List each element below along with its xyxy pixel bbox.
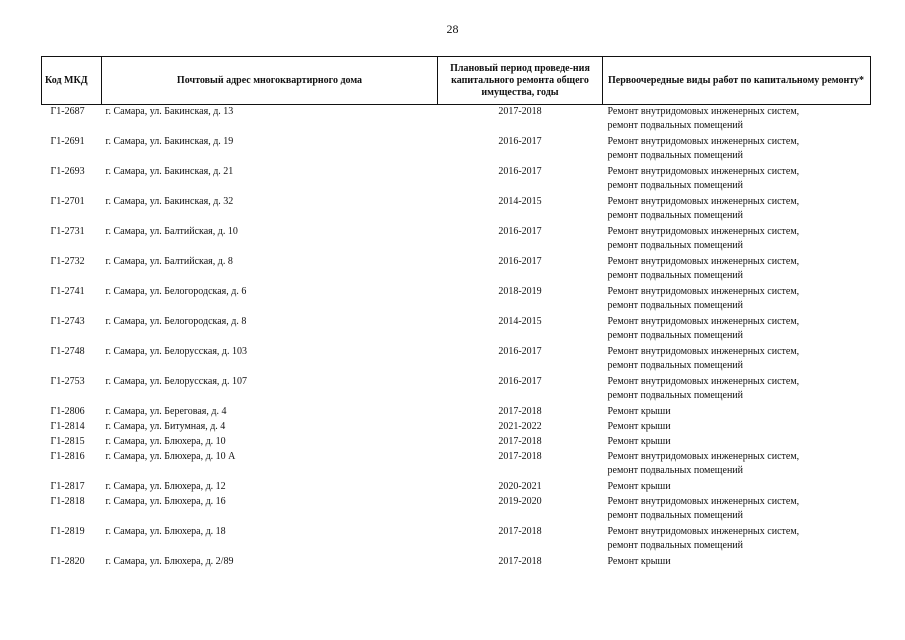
period-cell: 2017-2018 — [498, 556, 542, 567]
works-cell — [603, 435, 871, 450]
mkd-code-cell: Г1-2816 — [50, 451, 85, 462]
table-row — [42, 480, 871, 495]
works-cell — [603, 375, 871, 405]
works-cell — [603, 555, 871, 570]
works-cell — [603, 450, 871, 480]
works-line: Ремонт внутридомовых инженерных систем, — [607, 376, 800, 387]
table-row — [42, 345, 871, 375]
period-cell: 2020-2021 — [498, 481, 542, 492]
works-cell — [603, 315, 871, 345]
mkd-code-cell: Г1-2819 — [50, 526, 85, 537]
works-line: Ремонт внутридомовых инженерных систем, — [607, 451, 800, 462]
works-line: ремонт подвальных помещений — [607, 210, 743, 221]
table-row — [42, 285, 871, 315]
works-cell — [603, 495, 871, 525]
works-cell — [603, 135, 871, 165]
works-cell — [603, 255, 871, 285]
address-cell: г. Самара, ул. Бакинская, д. 19 — [105, 136, 234, 147]
works-line: ремонт подвальных помещений — [607, 330, 743, 341]
period-cell: 2019-2020 — [498, 496, 542, 507]
works-line: Ремонт внутридомовых инженерных систем, — [607, 496, 800, 507]
works-line: Ремонт крыши — [607, 406, 671, 417]
works-line: ремонт подвальных помещений — [607, 240, 743, 251]
period-cell: 2016-2017 — [498, 376, 542, 387]
address-cell: г. Самара, ул. Блюхера, д. 12 — [105, 481, 226, 492]
table-row — [42, 225, 871, 255]
works-line: ремонт подвальных помещений — [607, 540, 743, 551]
works-line: Ремонт внутридомовых инженерных систем, — [607, 226, 800, 237]
address-cell: г. Самара, ул. Бакинская, д. 13 — [105, 106, 234, 117]
address-cell: г. Самара, ул. Белорусская, д. 107 — [105, 376, 248, 387]
table-row — [42, 165, 871, 195]
period-cell: 2016-2017 — [498, 256, 542, 267]
address-cell: г. Самара, ул. Блюхера, д. 10 — [105, 436, 226, 447]
header-works: Первоочередные виды работ по капитальному ремонту* — [603, 57, 871, 105]
period-cell: 2016-2017 — [498, 136, 542, 147]
table-row — [42, 315, 871, 345]
works-cell — [603, 285, 871, 315]
works-line: Ремонт внутридомовых инженерных систем, — [607, 106, 800, 117]
mkd-code-cell: Г1-2817 — [50, 481, 85, 492]
address-cell: г. Самара, ул. Белогородская, д. 8 — [105, 316, 247, 327]
period-cell: 2014-2015 — [498, 316, 542, 327]
table-header — [42, 57, 871, 105]
header-address: Почтовый адрес многоквартирного дома — [102, 57, 438, 105]
works-line: ремонт подвальных помещений — [607, 390, 743, 401]
mkd-code-cell: Г1-2731 — [50, 226, 85, 237]
mkd-code-cell: Г1-2820 — [50, 556, 85, 567]
table-row — [42, 525, 871, 555]
period-cell: 2017-2018 — [498, 436, 542, 447]
works-cell — [603, 525, 871, 555]
table-body — [42, 105, 871, 571]
period-cell: 2016-2017 — [498, 346, 542, 357]
works-line: ремонт подвальных помещений — [607, 510, 743, 521]
works-line: ремонт подвальных помещений — [607, 180, 743, 191]
address-cell: г. Самара, ул. Береговая, д. 4 — [105, 406, 227, 417]
address-cell: г. Самара, ул. Битумная, д. 4 — [105, 421, 226, 432]
works-line: Ремонт внутридомовых инженерных систем, — [607, 346, 800, 357]
table-row — [42, 105, 871, 136]
works-line: Ремонт внутридомовых инженерных систем, — [607, 136, 800, 147]
period-cell: 2017-2018 — [498, 406, 542, 417]
period-cell: 2017-2018 — [498, 526, 542, 537]
address-cell: г. Самара, ул. Бакинская, д. 32 — [105, 196, 234, 207]
table-row — [42, 495, 871, 525]
works-cell — [603, 225, 871, 255]
works-line: ремонт подвальных помещений — [607, 300, 743, 311]
period-cell: 2018-2019 — [498, 286, 542, 297]
period-cell: 2016-2017 — [498, 166, 542, 177]
period-cell: 2017-2018 — [498, 106, 542, 117]
table-row — [42, 450, 871, 480]
table-row — [42, 255, 871, 285]
mkd-code-cell: Г1-2806 — [50, 406, 85, 417]
works-line: Ремонт крыши — [607, 436, 671, 447]
mkd-code-cell: Г1-2815 — [50, 436, 85, 447]
address-cell: г. Самара, ул. Блюхера, д. 10 А — [105, 451, 236, 462]
works-line: Ремонт крыши — [607, 421, 671, 432]
header-code: Код МКД — [42, 57, 102, 105]
mkd-code-cell: Г1-2743 — [50, 316, 85, 327]
works-line: ремонт подвальных помещений — [607, 360, 743, 371]
mkd-code-cell: Г1-2693 — [50, 166, 85, 177]
works-line: ремонт подвальных помещений — [607, 465, 743, 476]
table-row — [42, 555, 871, 570]
table-row — [42, 195, 871, 225]
period-cell: 2021-2022 — [498, 421, 542, 432]
mkd-code-cell: Г1-2687 — [50, 106, 85, 117]
table-row — [42, 375, 871, 405]
works-cell — [603, 345, 871, 375]
address-cell: г. Самара, ул. Белорусская, д. 103 — [105, 346, 248, 357]
period-cell: 2017-2018 — [498, 451, 542, 462]
works-line: Ремонт внутридомовых инженерных систем, — [607, 286, 800, 297]
works-line: Ремонт крыши — [607, 556, 671, 567]
address-cell: г. Самара, ул. Блюхера, д. 18 — [105, 526, 226, 537]
works-line: Ремонт внутридомовых инженерных систем, — [607, 196, 800, 207]
mkd-code-cell: Г1-2753 — [50, 376, 85, 387]
header-period: Плановый период проведе-ния капитального ремонта общего имущества, годы — [438, 57, 603, 105]
works-line: ремонт подвальных помещений — [607, 150, 743, 161]
address-cell: г. Самара, ул. Блюхера, д. 2/89 — [105, 556, 234, 567]
mkd-code-cell: Г1-2732 — [50, 256, 85, 267]
works-line: Ремонт внутридомовых инженерных систем, — [607, 256, 800, 267]
mkd-code-cell: Г1-2818 — [50, 496, 85, 507]
mkd-code-cell: Г1-2814 — [50, 421, 85, 432]
mkd-code-cell: Г1-2691 — [50, 136, 85, 147]
address-cell: г. Самара, ул. Бакинская, д. 21 — [105, 166, 234, 177]
address-cell: г. Самара, ул. Белогородская, д. 6 — [105, 286, 247, 297]
mkd-code-cell: Г1-2748 — [50, 346, 85, 357]
works-line: Ремонт внутридомовых инженерных систем, — [607, 166, 800, 177]
page-number: 28 — [446, 22, 459, 36]
works-cell — [603, 420, 871, 435]
works-cell — [603, 195, 871, 225]
works-cell — [603, 480, 871, 495]
works-cell — [603, 105, 871, 136]
works-line: ремонт подвальных помещений — [607, 270, 743, 281]
period-cell: 2014-2015 — [498, 196, 542, 207]
table-row — [42, 435, 871, 450]
mkd-code-cell: Г1-2701 — [50, 196, 85, 207]
works-line: Ремонт внутридомовых инженерных систем, — [607, 316, 800, 327]
works-line: Ремонт внутридомовых инженерных систем, — [607, 526, 800, 537]
works-line: Ремонт крыши — [607, 481, 671, 492]
address-cell: г. Самара, ул. Балтийская, д. 10 — [105, 226, 238, 237]
works-cell — [603, 165, 871, 195]
address-cell: г. Самара, ул. Балтийская, д. 8 — [105, 256, 233, 267]
address-cell: г. Самара, ул. Блюхера, д. 16 — [105, 496, 226, 507]
capital-repair-table — [41, 56, 871, 570]
table-row — [42, 405, 871, 420]
period-cell: 2016-2017 — [498, 226, 542, 237]
mkd-code-cell: Г1-2741 — [50, 286, 85, 297]
works-line: ремонт подвальных помещений — [607, 120, 743, 131]
table-row — [42, 135, 871, 165]
works-cell — [603, 405, 871, 420]
table-row — [42, 420, 871, 435]
